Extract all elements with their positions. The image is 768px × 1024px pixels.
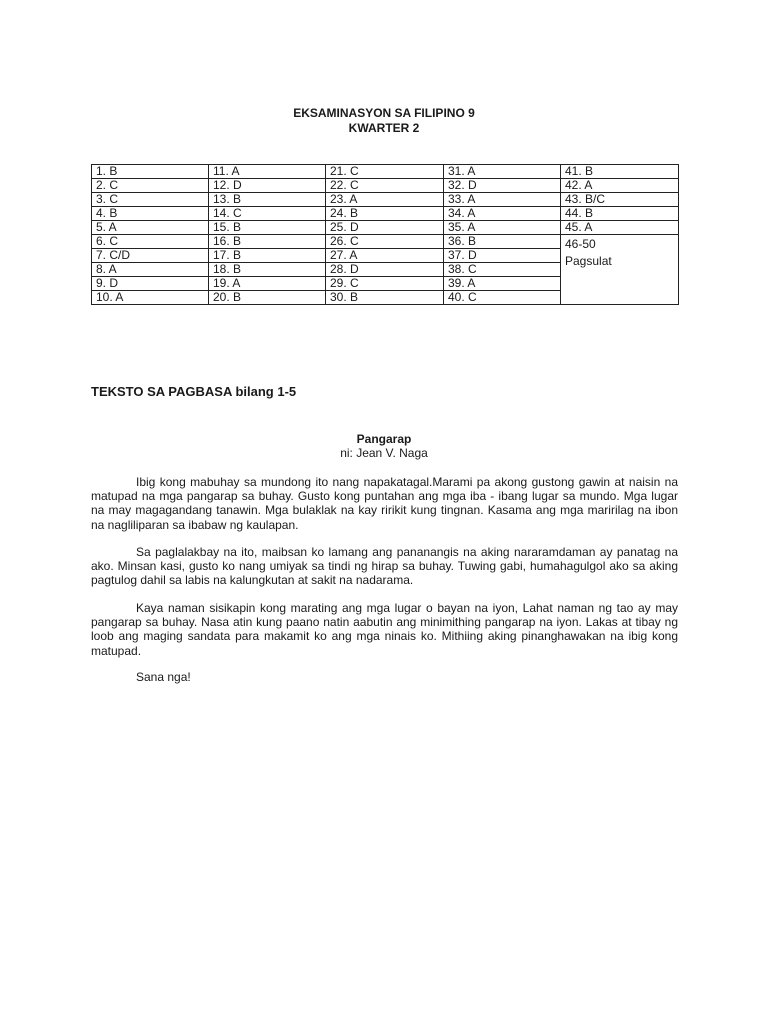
answer-row	[92, 207, 679, 221]
answer-cell: 4. B	[92, 207, 209, 221]
answer-cell: 24. B	[326, 207, 444, 221]
answer-cell: 27. A	[326, 249, 444, 263]
answer-cell: 17. B	[209, 249, 326, 263]
answer-row	[92, 235, 679, 249]
answer-cell: 13. B	[209, 193, 326, 207]
answer-cell: 11. A	[209, 165, 326, 179]
answer-cell: 8. A	[92, 263, 209, 277]
answer-cell: 40. C	[444, 291, 561, 305]
answer-cell: 43. B/C	[561, 193, 679, 207]
answer-cell: 39. A	[444, 277, 561, 291]
answer-cell: 33. A	[444, 193, 561, 207]
section-title: TEKSTO SA PAGBASA bilang 1-5	[91, 384, 297, 399]
paragraph: Ibig kong mabuhay sa mundong ito nang napakatagal.Marami pa akong gustong gawin at naisin na matupad na mga pangarap sa buhay. Gusto kong puntahan ang mga iba - ibang lugar sa mundo. Mga lugar na may magagandang tanawin. Mga bulaklak na kay ririkit kung tingnan. Kasama ang mga maririlag na ibon na nagliliparan sa ibabaw ng kaulapan.	[91, 475, 678, 532]
answer-cell: 5. A	[92, 221, 209, 235]
answer-cell: 45. A	[561, 221, 679, 235]
paragraph: Kaya naman sisikapin kong marating ang mga lugar o bayan na iyon, Lahat naman ng tao ay may pangarap sa buhay. Nasa atin kung paano natin aabutin ang minimithing pangarap na iyon. Lakas at tibay ng loob ang maging sandata para makamit ko ang mga ninais ko. Mithiing aking pinanghawakan na ibig kong matupad.	[91, 601, 678, 658]
answer-cell: 36. B	[444, 235, 561, 249]
answer-cell: 7. C/D	[92, 249, 209, 263]
answer-cell: 30. B	[326, 291, 444, 305]
answer-row	[92, 193, 679, 207]
answer-key-body	[92, 165, 679, 305]
answer-cell: 44. B	[561, 207, 679, 221]
answer-cell: 42. A	[561, 179, 679, 193]
paragraph: Sana nga!	[136, 670, 191, 684]
answer-cell: 25. D	[326, 221, 444, 235]
answer-cell: 14. C	[209, 207, 326, 221]
answer-cell: 21. C	[326, 165, 444, 179]
answer-cell: 18. B	[209, 263, 326, 277]
answer-cell: 16. B	[209, 235, 326, 249]
answer-cell: 20. B	[209, 291, 326, 305]
answer-cell: 10. A	[92, 291, 209, 305]
answer-cell: 34. A	[444, 207, 561, 221]
answer-cell: 19. A	[209, 277, 326, 291]
answer-row	[92, 179, 679, 193]
answer-cell: 37. D	[444, 249, 561, 263]
paragraph: Sa paglalakbay na ito, maibsan ko lamang ang pananangis na aking nararamdaman ay panatag na ako. Minsan kasi, gusto ko nang umiyak sa tindi ng hirap sa buhay. Tuwing gabi, humahagulgol ako sa aking pagtulog dahil sa labis na kalungkutan at sakit na nadarama.	[91, 545, 678, 588]
answer-cell: 32. D	[444, 179, 561, 193]
writing-label: Pagsulat	[565, 254, 612, 268]
writing-section-cell	[561, 235, 679, 305]
answer-cell: 28. D	[326, 263, 444, 277]
answer-cell: 41. B	[561, 165, 679, 179]
answer-cell: 6. C	[92, 235, 209, 249]
answer-cell: 9. D	[92, 277, 209, 291]
answer-cell: 31. A	[444, 165, 561, 179]
story-author: ni: Jean V. Naga	[340, 446, 428, 460]
answer-cell: 23. A	[326, 193, 444, 207]
answer-cell: 29. C	[326, 277, 444, 291]
answer-cell: 1. B	[92, 165, 209, 179]
answer-cell: 38. C	[444, 263, 561, 277]
exam-quarter: KWARTER 2	[348, 121, 420, 135]
answer-cell: 35. A	[444, 221, 561, 235]
answer-cell: 26. C	[326, 235, 444, 249]
answer-cell: 12. D	[209, 179, 326, 193]
answer-cell: 15. B	[209, 221, 326, 235]
story-title: Pangarap	[356, 432, 412, 446]
answer-cell: 2. C	[92, 179, 209, 193]
exam-title: EKSAMINASYON SA FILIPINO 9	[293, 106, 475, 120]
answer-row	[92, 221, 679, 235]
answer-cell: 22. C	[326, 179, 444, 193]
writing-items-range: 46-50	[565, 237, 596, 251]
answer-cell: 3. C	[92, 193, 209, 207]
answer-key-table	[91, 164, 679, 305]
answer-row	[92, 165, 679, 179]
